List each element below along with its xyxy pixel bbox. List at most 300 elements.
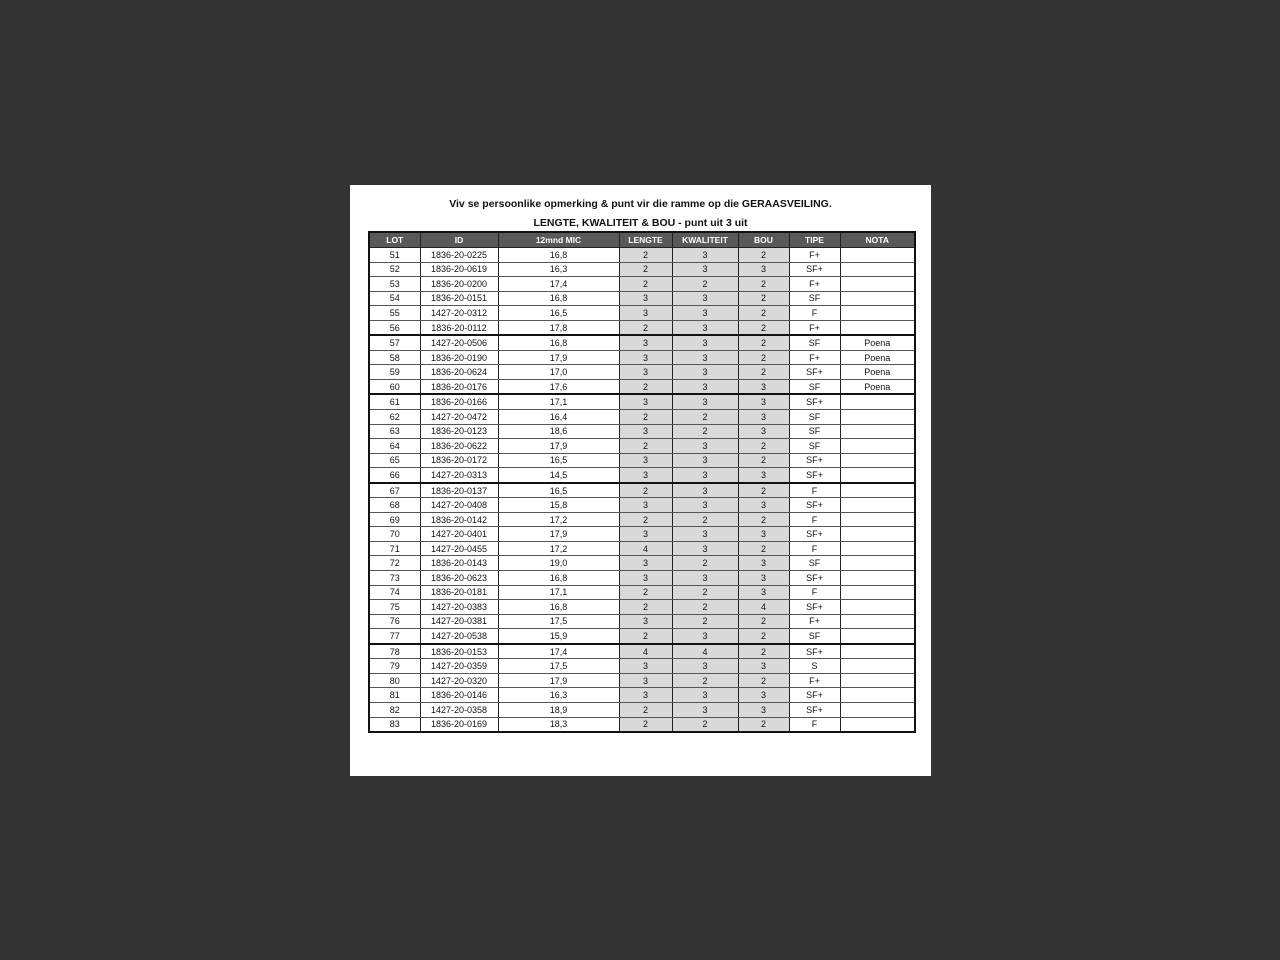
cell-bou: 2 [738, 439, 789, 454]
cell-id: 1427-20-0408 [420, 498, 498, 513]
cell-id: 1836-20-0143 [420, 556, 498, 571]
cell-kwaliteit: 2 [672, 614, 738, 629]
cell-mic: 17,4 [498, 644, 619, 659]
cell-mic: 16,4 [498, 410, 619, 425]
cell-lot: 73 [369, 571, 420, 586]
cell-tipe: F [789, 717, 840, 732]
table-row [369, 644, 915, 659]
cell-lengte: 3 [619, 365, 672, 380]
table-row [369, 394, 915, 409]
cell-kwaliteit: 2 [672, 424, 738, 439]
cell-lot: 82 [369, 702, 420, 717]
cell-tipe: F [789, 585, 840, 600]
cell-kwaliteit: 3 [672, 468, 738, 483]
cell-id: 1836-20-0153 [420, 644, 498, 659]
cell-lot: 60 [369, 379, 420, 394]
page-subtitle: LENGTE, KWALITEIT & BOU - punt uit 3 uit [533, 217, 748, 229]
cell-id: 1836-20-0151 [420, 291, 498, 306]
cell-nota [840, 468, 915, 483]
cell-id: 1836-20-0146 [420, 688, 498, 703]
cell-tipe: SF [789, 629, 840, 644]
cell-lengte: 3 [619, 335, 672, 350]
cell-bou: 3 [738, 424, 789, 439]
cell-id: 1427-20-0359 [420, 659, 498, 674]
cell-tipe: F+ [789, 673, 840, 688]
cell-tipe: SF [789, 379, 840, 394]
cell-kwaliteit: 4 [672, 644, 738, 659]
cell-lengte: 3 [619, 468, 672, 483]
cell-nota [840, 262, 915, 277]
cell-lot: 79 [369, 659, 420, 674]
cell-bou: 2 [738, 277, 789, 292]
cell-nota: Poena [840, 335, 915, 350]
table-row [369, 498, 915, 513]
table-row [369, 350, 915, 365]
cell-nota [840, 644, 915, 659]
cell-lot: 76 [369, 614, 420, 629]
cell-id: 1427-20-0313 [420, 468, 498, 483]
cell-nota: Poena [840, 350, 915, 365]
cell-lot: 64 [369, 439, 420, 454]
cell-mic: 17,8 [498, 320, 619, 335]
cell-kwaliteit: 3 [672, 453, 738, 468]
cell-tipe: SF [789, 335, 840, 350]
cell-nota [840, 277, 915, 292]
cell-lengte: 3 [619, 306, 672, 321]
cell-nota [840, 291, 915, 306]
cell-nota [840, 659, 915, 674]
column-header-mic: 12mnd MIC [498, 232, 619, 248]
cell-mic: 16,8 [498, 248, 619, 263]
cell-id: 1427-20-0455 [420, 541, 498, 556]
column-header-lot: LOT [369, 232, 420, 248]
cell-tipe: SF+ [789, 453, 840, 468]
cell-lengte: 3 [619, 291, 672, 306]
cell-lengte: 2 [619, 439, 672, 454]
table-row [369, 614, 915, 629]
cell-bou: 3 [738, 498, 789, 513]
cell-nota: Poena [840, 365, 915, 380]
cell-mic: 17,2 [498, 541, 619, 556]
cell-id: 1427-20-0312 [420, 306, 498, 321]
cell-mic: 17,9 [498, 350, 619, 365]
cell-bou: 3 [738, 527, 789, 542]
cell-kwaliteit: 2 [672, 600, 738, 615]
cell-kwaliteit: 3 [672, 335, 738, 350]
cell-lengte: 3 [619, 688, 672, 703]
cell-tipe: SF+ [789, 600, 840, 615]
cell-mic: 17,9 [498, 439, 619, 454]
table-row [369, 571, 915, 586]
cell-kwaliteit: 3 [672, 571, 738, 586]
cell-id: 1836-20-0200 [420, 277, 498, 292]
cell-tipe: F+ [789, 277, 840, 292]
cell-lengte: 3 [619, 424, 672, 439]
table-row [369, 262, 915, 277]
cell-id: 1836-20-0172 [420, 453, 498, 468]
cell-lot: 57 [369, 335, 420, 350]
cell-mic: 17,9 [498, 527, 619, 542]
cell-bou: 2 [738, 629, 789, 644]
cell-id: 1836-20-0112 [420, 320, 498, 335]
cell-lengte: 3 [619, 350, 672, 365]
cell-lengte: 2 [619, 277, 672, 292]
cell-bou: 2 [738, 320, 789, 335]
table-row [369, 379, 915, 394]
cell-kwaliteit: 3 [672, 350, 738, 365]
cell-lot: 78 [369, 644, 420, 659]
cell-mic: 17,4 [498, 277, 619, 292]
cell-bou: 2 [738, 673, 789, 688]
cell-lengte: 3 [619, 659, 672, 674]
table-row [369, 600, 915, 615]
table-row [369, 483, 915, 498]
cell-lengte: 2 [619, 320, 672, 335]
cell-lot: 53 [369, 277, 420, 292]
table-row [369, 439, 915, 454]
table-row [369, 410, 915, 425]
cell-bou: 2 [738, 541, 789, 556]
table-row [369, 673, 915, 688]
cell-id: 1836-20-0181 [420, 585, 498, 600]
cell-bou: 3 [738, 571, 789, 586]
cell-bou: 2 [738, 306, 789, 321]
cell-id: 1836-20-0176 [420, 379, 498, 394]
table-row [369, 556, 915, 571]
cell-id: 1836-20-0123 [420, 424, 498, 439]
cell-id: 1427-20-0358 [420, 702, 498, 717]
cell-id: 1836-20-0623 [420, 571, 498, 586]
cell-nota [840, 688, 915, 703]
cell-kwaliteit: 3 [672, 248, 738, 263]
cell-bou: 3 [738, 394, 789, 409]
cell-lengte: 2 [619, 512, 672, 527]
cell-tipe: SF+ [789, 394, 840, 409]
cell-nota [840, 483, 915, 498]
table-row [369, 702, 915, 717]
cell-tipe: SF+ [789, 262, 840, 277]
cell-kwaliteit: 3 [672, 439, 738, 454]
cell-bou: 2 [738, 335, 789, 350]
table-row [369, 717, 915, 732]
column-header-nota: NOTA [840, 232, 915, 248]
cell-mic: 18,6 [498, 424, 619, 439]
cell-bou: 2 [738, 483, 789, 498]
cell-tipe: F+ [789, 248, 840, 263]
cell-nota [840, 629, 915, 644]
cell-mic: 16,3 [498, 262, 619, 277]
cell-lengte: 2 [619, 629, 672, 644]
cell-kwaliteit: 3 [672, 365, 738, 380]
column-header-lengte: LENGTE [619, 232, 672, 248]
cell-tipe: SF+ [789, 644, 840, 659]
cell-mic: 16,5 [498, 453, 619, 468]
cell-lengte: 2 [619, 585, 672, 600]
cell-nota [840, 394, 915, 409]
cell-mic: 17,5 [498, 659, 619, 674]
cell-lot: 52 [369, 262, 420, 277]
cell-lot: 71 [369, 541, 420, 556]
cell-kwaliteit: 3 [672, 688, 738, 703]
cell-lot: 72 [369, 556, 420, 571]
cell-mic: 14,5 [498, 468, 619, 483]
cell-bou: 3 [738, 702, 789, 717]
cell-mic: 18,3 [498, 717, 619, 732]
cell-kwaliteit: 3 [672, 306, 738, 321]
cell-bou: 2 [738, 350, 789, 365]
cell-kwaliteit: 3 [672, 659, 738, 674]
cell-mic: 16,8 [498, 335, 619, 350]
cell-lot: 51 [369, 248, 420, 263]
cell-lengte: 4 [619, 541, 672, 556]
cell-nota [840, 541, 915, 556]
cell-lot: 80 [369, 673, 420, 688]
table-row [369, 320, 915, 335]
cell-lengte: 4 [619, 644, 672, 659]
cell-nota [840, 673, 915, 688]
cell-id: 1427-20-0538 [420, 629, 498, 644]
table-row [369, 468, 915, 483]
cell-kwaliteit: 2 [672, 673, 738, 688]
cell-lengte: 2 [619, 600, 672, 615]
table-row [369, 659, 915, 674]
cell-id: 1427-20-0472 [420, 410, 498, 425]
cell-nota [840, 600, 915, 615]
page-title: Viv se persoonlike opmerking & punt vir die ramme op die GERAASVEILING. [449, 198, 832, 210]
cell-lot: 63 [369, 424, 420, 439]
cell-bou: 3 [738, 379, 789, 394]
cell-mic: 17,9 [498, 673, 619, 688]
table-row [369, 541, 915, 556]
cell-id: 1836-20-0225 [420, 248, 498, 263]
cell-lengte: 2 [619, 410, 672, 425]
cell-nota [840, 571, 915, 586]
cell-mic: 16,5 [498, 483, 619, 498]
cell-id: 1836-20-0169 [420, 717, 498, 732]
cell-id: 1836-20-0622 [420, 439, 498, 454]
cell-id: 1427-20-0381 [420, 614, 498, 629]
cell-lengte: 3 [619, 498, 672, 513]
cell-tipe: SF+ [789, 702, 840, 717]
cell-nota [840, 717, 915, 732]
column-header-id: ID [420, 232, 498, 248]
table-row [369, 629, 915, 644]
table-row [369, 365, 915, 380]
cell-mic: 17,1 [498, 394, 619, 409]
cell-lot: 77 [369, 629, 420, 644]
cell-id: 1427-20-0401 [420, 527, 498, 542]
cell-lot: 68 [369, 498, 420, 513]
cell-kwaliteit: 2 [672, 585, 738, 600]
cell-nota: Poena [840, 379, 915, 394]
cell-nota [840, 439, 915, 454]
cell-bou: 3 [738, 410, 789, 425]
cell-kwaliteit: 2 [672, 410, 738, 425]
cell-bou: 3 [738, 688, 789, 703]
cell-tipe: SF [789, 410, 840, 425]
cell-lot: 62 [369, 410, 420, 425]
cell-kwaliteit: 2 [672, 717, 738, 732]
cell-tipe: F [789, 541, 840, 556]
cell-bou: 2 [738, 291, 789, 306]
cell-kwaliteit: 2 [672, 277, 738, 292]
cell-lot: 58 [369, 350, 420, 365]
cell-nota [840, 410, 915, 425]
cell-tipe: F [789, 483, 840, 498]
cell-lot: 74 [369, 585, 420, 600]
column-header-tipe: TIPE [789, 232, 840, 248]
cell-bou: 2 [738, 248, 789, 263]
cell-id: 1836-20-0137 [420, 483, 498, 498]
cell-lengte: 3 [619, 614, 672, 629]
cell-nota [840, 702, 915, 717]
table-row [369, 585, 915, 600]
cell-id: 1836-20-0142 [420, 512, 498, 527]
table-header-row [369, 232, 915, 248]
cell-tipe: SF+ [789, 468, 840, 483]
cell-lengte: 3 [619, 673, 672, 688]
cell-tipe: SF+ [789, 571, 840, 586]
cell-mic: 15,9 [498, 629, 619, 644]
cell-lot: 56 [369, 320, 420, 335]
cell-kwaliteit: 3 [672, 702, 738, 717]
cell-id: 1836-20-0624 [420, 365, 498, 380]
cell-lot: 69 [369, 512, 420, 527]
cell-tipe: SF+ [789, 527, 840, 542]
cell-tipe: SF+ [789, 498, 840, 513]
cell-kwaliteit: 2 [672, 556, 738, 571]
table-row [369, 424, 915, 439]
cell-kwaliteit: 3 [672, 291, 738, 306]
cell-nota [840, 614, 915, 629]
table-row [369, 306, 915, 321]
cell-tipe: SF+ [789, 365, 840, 380]
cell-lot: 55 [369, 306, 420, 321]
cell-tipe: SF [789, 439, 840, 454]
cell-bou: 2 [738, 453, 789, 468]
cell-lengte: 3 [619, 556, 672, 571]
cell-tipe: F [789, 512, 840, 527]
cell-nota [840, 527, 915, 542]
cell-tipe: F+ [789, 614, 840, 629]
cell-tipe: F+ [789, 320, 840, 335]
cell-lot: 81 [369, 688, 420, 703]
table-row [369, 248, 915, 263]
cell-kwaliteit: 3 [672, 379, 738, 394]
table-row [369, 291, 915, 306]
table-row [369, 453, 915, 468]
cell-tipe: SF [789, 556, 840, 571]
cell-kwaliteit: 3 [672, 541, 738, 556]
cell-lengte: 2 [619, 248, 672, 263]
cell-id: 1427-20-0506 [420, 335, 498, 350]
cell-lot: 83 [369, 717, 420, 732]
cell-mic: 17,5 [498, 614, 619, 629]
cell-bou: 3 [738, 468, 789, 483]
cell-mic: 17,0 [498, 365, 619, 380]
cell-lot: 65 [369, 453, 420, 468]
cell-mic: 15,8 [498, 498, 619, 513]
cell-tipe: F [789, 306, 840, 321]
cell-nota [840, 585, 915, 600]
cell-kwaliteit: 3 [672, 394, 738, 409]
cell-lot: 59 [369, 365, 420, 380]
cell-lengte: 2 [619, 262, 672, 277]
cell-tipe: SF [789, 291, 840, 306]
cell-nota [840, 556, 915, 571]
cell-lot: 75 [369, 600, 420, 615]
cell-bou: 2 [738, 512, 789, 527]
cell-bou: 2 [738, 717, 789, 732]
cell-lot: 66 [369, 468, 420, 483]
column-header-kwaliteit: KWALITEIT [672, 232, 738, 248]
cell-bou: 3 [738, 556, 789, 571]
cell-bou: 3 [738, 262, 789, 277]
cell-mic: 17,2 [498, 512, 619, 527]
column-header-bou: BOU [738, 232, 789, 248]
cell-nota [840, 320, 915, 335]
cell-kwaliteit: 3 [672, 262, 738, 277]
cell-mic: 16,5 [498, 306, 619, 321]
table-row [369, 335, 915, 350]
cell-id: 1836-20-0166 [420, 394, 498, 409]
table-row [369, 527, 915, 542]
table-body [369, 248, 915, 733]
cell-kwaliteit: 3 [672, 320, 738, 335]
cell-mic: 16,3 [498, 688, 619, 703]
table-row [369, 688, 915, 703]
cell-lot: 70 [369, 527, 420, 542]
cell-mic: 16,8 [498, 600, 619, 615]
table-row [369, 277, 915, 292]
cell-bou: 3 [738, 585, 789, 600]
cell-nota [840, 512, 915, 527]
cell-lengte: 3 [619, 527, 672, 542]
cell-mic: 19,0 [498, 556, 619, 571]
cell-id: 1836-20-0190 [420, 350, 498, 365]
cell-lengte: 3 [619, 453, 672, 468]
cell-lot: 61 [369, 394, 420, 409]
cell-mic: 17,6 [498, 379, 619, 394]
cell-lengte: 2 [619, 702, 672, 717]
cell-lengte: 3 [619, 571, 672, 586]
cell-nota [840, 306, 915, 321]
cell-kwaliteit: 3 [672, 629, 738, 644]
cell-id: 1427-20-0320 [420, 673, 498, 688]
table-row [369, 512, 915, 527]
cell-bou: 3 [738, 659, 789, 674]
lots-table [368, 231, 916, 733]
cell-kwaliteit: 2 [672, 512, 738, 527]
document-page [350, 185, 931, 776]
cell-nota [840, 453, 915, 468]
cell-lot: 67 [369, 483, 420, 498]
cell-lot: 54 [369, 291, 420, 306]
cell-id: 1427-20-0383 [420, 600, 498, 615]
cell-bou: 2 [738, 365, 789, 380]
cell-nota [840, 424, 915, 439]
cell-bou: 2 [738, 614, 789, 629]
cell-bou: 4 [738, 600, 789, 615]
cell-lengte: 2 [619, 379, 672, 394]
cell-nota [840, 248, 915, 263]
cell-id: 1836-20-0619 [420, 262, 498, 277]
cell-kwaliteit: 3 [672, 483, 738, 498]
cell-mic: 16,8 [498, 291, 619, 306]
cell-kwaliteit: 3 [672, 498, 738, 513]
cell-tipe: F+ [789, 350, 840, 365]
cell-mic: 18,9 [498, 702, 619, 717]
